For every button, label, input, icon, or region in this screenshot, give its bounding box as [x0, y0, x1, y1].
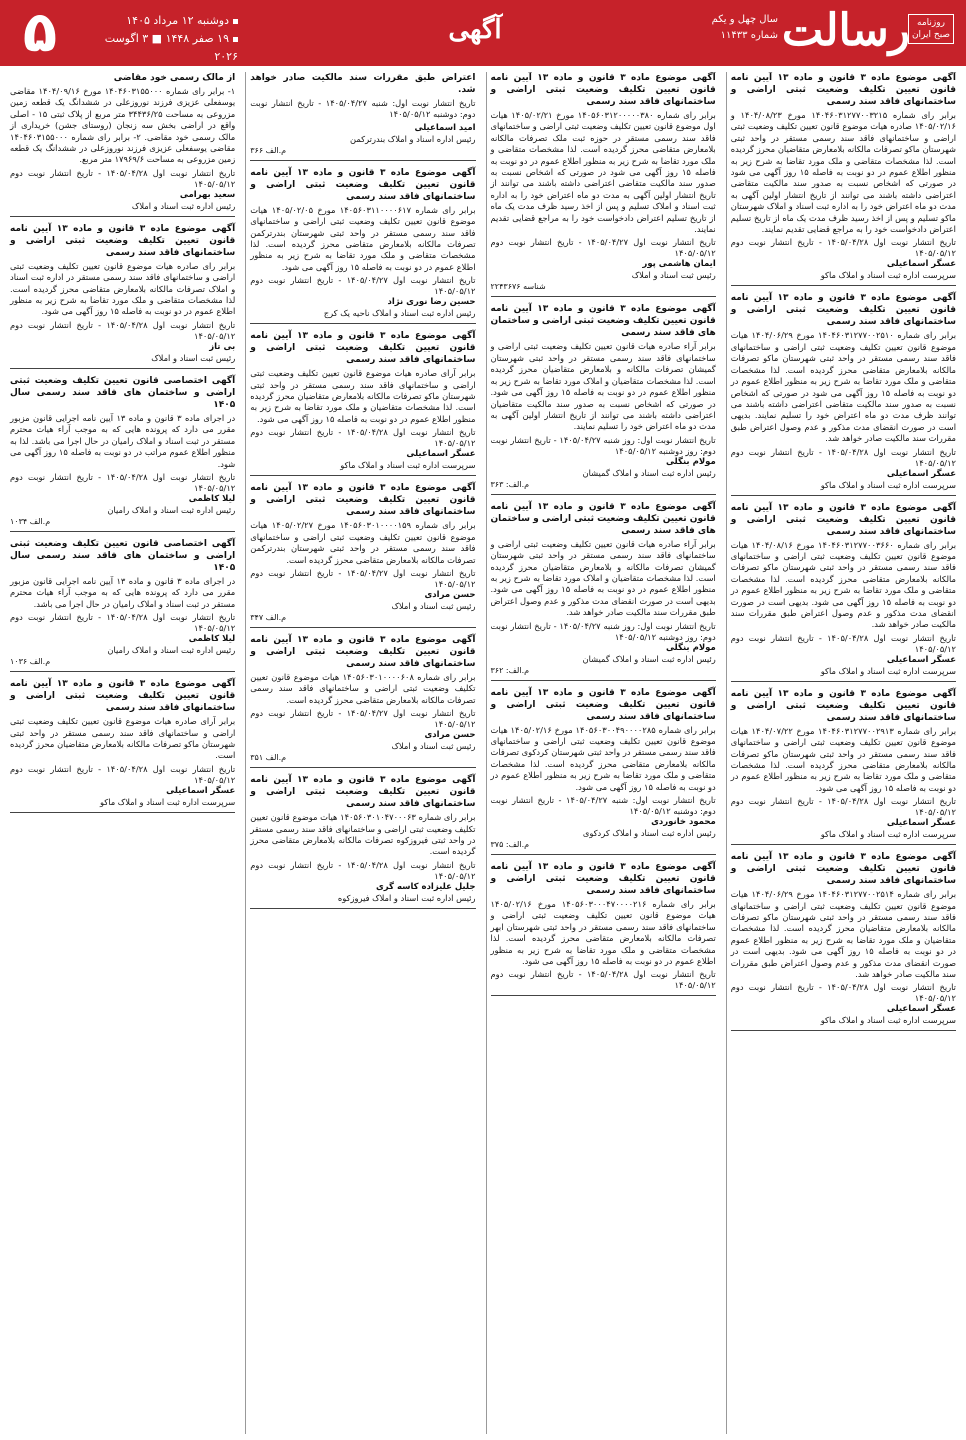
notice-title: اعتراض طبق مقررات سند مالکیت صادر خواهد شد. [250, 73, 476, 95]
notice-signatory: لیلا کاظمی [188, 634, 236, 645]
notice-dates: تاریخ انتشار نوبت اول ۱۴۰۵/۰۴/۲۸ - تاریخ انتشار نوبت دوم ۱۴۰۵/۰۵/۱۲ [730, 632, 956, 654]
notice-title: آگهی موضوع ماده ۳ قانون و ماده ۱۳ آیین نامه قانون تعیین تکلیف وضعیت ثبتی اراضی و ساختمانهای فاقد سند رسمی [250, 483, 476, 518]
notice-signatory: عسگر اسماعیلی [886, 654, 956, 665]
notice-body: برابر رای شماره ۱۴۰۵۶۰۳۰۰۰۴۷۰۰۰۰۲۱۶ مورخ ۱۴۰۵/۰۲/۱۶ هیات موضوع قانون تعیین تکلیف وضعیت ثبتی اراضی و ساختمانهای فاقد سند رسمی مستقر در واحد ثبتی شهرستان ابهر تصرفات مالکانه بلامعارض متقاضی محرز گردیده است. لذا مشخصات متقاضی و ملک مورد تقاضا به شرح زیر به منظور اطلاع عموم در دو نوبت به فاصله ۱۵ روز آگهی می شود. [490, 899, 716, 967]
legal-notice [491, 861, 716, 996]
notice-body: برابر رای صادره هیات موضوع قانون تعیین تکلیف وضعیت ثبتی اراضی و ساختمانهای فاقد سند رسمی مستقر در اداره ثبت اسناد و املاک تصرفات مالکانه بلامعارض متقاضی محرز گردیده است. لذا مشخصات متقاضی و ملک مورد تقاضا به شرح زیر به منظور اطلاع عموم در دو نوبت به فاصله ۱۵ روز آگهی می شود. [10, 260, 236, 317]
notice-signatory: امید اسماعیلی [414, 122, 476, 133]
notice-dates: تاریخ انتشار نوبت اول ۱۴۰۵/۰۴/۲۸ - تاریخ انتشار نوبت دوم ۱۴۰۵/۰۵/۱۲ [730, 796, 956, 818]
ad-columns [6, 72, 960, 1434]
notice-signatory: عسگر اسماعیلی [166, 785, 236, 796]
notice-signatory-role: رئیس اداره ثبت اسناد و املاک فیروزکوه [337, 892, 476, 903]
notice-dates: تاریخ انتشار نوبت اول ۱۴۰۵/۰۴/۲۷ - تاریخ انتشار نوبت دوم ۱۴۰۵/۰۵/۱۲ [250, 708, 476, 730]
notice-signatory-role: سرپرست اداره ثبت اسناد و املاک ماکو [820, 270, 956, 281]
notice-body: برابر رای شماره ۱۴۰۵۶۰۳۰۰۴۹۰۰۰۰۲۸۵ مورخ ۱۴۰۵/۰۲/۱۶ هیات موضوع قانون تعیین تکلیف وضعیت ثبتی اراضی و ساختمانهای فاقد سند رسمی مستقر در واحد ثبتی شهرستان کردکوی تصرفات مالکانه بلامعارض متقاضی محرز گردیده است. لذا مشخصات متقاضی و ملک مورد تقاضا به شرح زیر به منظور اطلاع عموم در دو نوبت به فاصله ۱۵ روز آگهی می شود. [490, 724, 716, 792]
legal-notice [731, 851, 956, 1031]
issue-dates [78, 12, 238, 66]
legal-notice [10, 223, 235, 369]
notice-body: برابر رای شماره ۱۴۰۴۶۰۳۱۲۷۷۰۰۲۵۱۴ مورخ ۱۴۰۴/۰۶/۲۹ هیات موضوع قانون تعیین تکلیف وضعیت ثبتی اراضی و ساختمانهای فاقد سند رسمی مستقر در واحد ثبتی شهرستان ماکو تصرفات مالکانه بلامعارض متقاضیان محرز گردیده است. لذا مشخصات متقاضیان و ملک مورد تقاضا به شرح زیر به منظور اطلاع عموم در دو نوبت به فاصله ۱۵ روز آگهی می شود. بدیهی است در صورت انقضای مدت مذکور و عدم وصول اعتراض طبق مقررات سند مالکیت صادر خواهد شد. [730, 889, 957, 980]
ad-column [486, 72, 720, 1434]
notice-signatory-role: رئیس اداره ثبت اسناد و املاک رامیان [107, 645, 236, 656]
notice-dates: تاریخ انتشار نوبت اول ۱۴۰۵/۰۴/۲۸ - تاریخ انتشار نوبت دوم ۱۴۰۵/۰۵/۱۲ [250, 427, 476, 449]
notice-title: آگهی موضوع ماده ۳ قانون و ماده ۱۳ آیین نامه قانون تعیین تکلیف وضعیت ثبتی اراضی و ساختمانهای فاقد سند رسمی [490, 862, 716, 896]
notice-signatory-role: سرپرست اداره ثبت اسناد و املاک ماکو [820, 479, 956, 490]
notice-body: برابر رای شماره ۱۴۰۴۶۰۳۱۲۷۷۰۰۳۶۶۰ مورخ ۱۴۰۴/۰۸/۱۶ هیات موضوع قانون تعیین تکلیف وضعیت ثبتی اراضی و ساختمانهای فاقد سند رسمی مستقر در واحد ثبتی شهرستان ماکو تصرفات مالکانه بلامعارض متقاضی محرز گردیده است. لذا مشخصات متقاضی و ملک مورد تقاضا به شرح زیر به منظور اطلاع عموم در دو نوبت به فاصله ۱۵ روز آگهی می شود. بدیهی است در صورت انقضای مدت مذکور و عدم وصول اعتراض طبق مقررات سند مالکیت صادر خواهد شد. [730, 539, 957, 630]
legal-notice [731, 502, 956, 682]
notice-title: آگهی موضوع ماده ۳ قانون و ماده ۱۳ آیین نامه قانون تعیین تکلیف وضعیت ثبتی اراضی و ساختمانهای فاقد سند رسمی [730, 293, 956, 328]
notice-title: آگهی موضوع ماده ۳ قانون و ماده ۱۳ آیین نامه قانون تعیین تکلیف وضعیت ثبتی اراضی و ساختمانهای فاقد سند رسمی [730, 502, 956, 537]
notice-title: آگهی موضوع ماده ۳ قانون و ماده ۱۳ آیین نامه قانون تعیین تکلیف وضعیت ثبتی اراضی و ساختمانهای فاقد سند رسمی [250, 775, 476, 810]
notice-signatory-role: رئیس اداره ثبت اسناد و املاک کردکوی [582, 828, 716, 838]
notice-title: آگهی اختصاصی قانون تعیین تکلیف وضعیت ثبتی اراضی و ساختمان های فاقد سند رسمی سال ۱۴۰۵ [10, 538, 236, 573]
notice-code: م.الف ۳۴۷ [250, 612, 287, 622]
legal-notice [10, 375, 235, 532]
notice-title: از مالک رسمی خود مقاضی [113, 73, 236, 83]
notice-signatory-role: رئیس ثبت اسناد و املاک [151, 352, 236, 363]
notice-signatory: لیلا کاظمی [188, 493, 236, 504]
notice-signatory-role: رئیس اداره ثبت اسناد و املاک [131, 200, 236, 211]
notice-body: برابر آرای صادره هیات موضوع قانون تعیین تکلیف وضعیت ثبتی اراضی و ساختمانهای فاقد سند رسمی مستقر در واحد ثبتی شهرستان ماکو تصرفات مالکانه بلامعارض متقاضیان محرز گردیده است. لذا مشخصات متقاضیان و ملک مورد تقاضا به شرح زیر به منظور اطلاع عموم در دو نوبت به فاصله ۱۵ روز آگهی می شود. [250, 368, 476, 424]
notice-code: م.الف: ۳۶۳ [490, 479, 530, 489]
notice-signatory-role: رئیس اداره ثبت اسناد و املاک رامیان [107, 504, 236, 515]
legal-notice [10, 538, 235, 672]
date-persian: دوشنبه ۱۲ مرداد ۱۴۰۵ [126, 14, 229, 27]
year-label: سال چهل و یکم [711, 14, 778, 25]
notice-signatory: مولام بنگلی [665, 456, 716, 467]
notice-title: آگهی موضوع ماده ۳ قانون و ماده ۱۳ آیین نامه قانون تعیین تکلیف وضعیت ثبتی اراضی و ساختمان های فاقد سند رسمی [490, 304, 716, 339]
notice-signatory-role: سرپرست اداره ثبت اسناد و املاک ماکو [99, 796, 236, 807]
notice-title: آگهی موضوع ماده ۳ قانون و ماده ۱۳ آیین نامه قانون تعیین تکلیف وضعیت ثبتی اراضی و ساختمانهای فاقد سند رسمی [250, 167, 476, 202]
notice-title: آگهی موضوع ماده ۳ قانون و ماده ۱۳ آیین نامه قانون تعیین تکلیف وضعیت ثبتی اراضی و ساختمانهای فاقد سند رسمی [10, 679, 236, 714]
legal-notice [731, 292, 956, 495]
notice-body: برابر رای شماره ۱۴۰۵۶۰۳۱۲۰۰۰۰۰۳۸۰ مورخ ۱۴۰۵/۰۲/۲۱ هیات اول موضوع قانون تعیین تکلیف وضعیت ثبتی اراضی و ساختمانهای فاقد سند رسمی مستقر در حوزه ثبت ملک تصرفات مالکانه بلامعارض متقاضی محرز گردیده است. لذا مشخصات متقاضی و ملک مورد تقاضا به شرح زیر به منظور اطلاع عموم در دو نوبت به فاصله ۱۵ روز آگهی می شود در صورتی که اشخاص نسبت به صدور سند مالکیت متقاضی اعتراضی داشته باشند می توانند از تاریخ انتشار اولین آگهی به مدت دو ماه اعتراض خود را به اداره ثبت اسناد و املاک تسلیم و پس از اخذ رسید ظرف مدت یک ماه از تاریخ تسلیم اعتراض دادخواست خود را به مراجع قضایی تقدیم نمایند. [490, 110, 716, 235]
notice-signatory: بی تاز [209, 341, 236, 352]
legal-notice [731, 688, 956, 845]
notice-title: آگهی موضوع ماده ۳ قانون و ماده ۱۳ آیین نامه قانون تعیین تکلیف وضعیت ثبتی اراضی و ساختمانهای فاقد سند رسمی [10, 223, 236, 258]
notice-dates: تاریخ انتشار نوبت اول ۱۴۰۵/۰۴/۲۷ - تاریخ انتشار نوبت دوم ۱۴۰۵/۰۵/۱۲ [250, 567, 476, 589]
issue-meta [712, 12, 778, 44]
legal-notice [250, 330, 475, 476]
notice-dates: تاریخ انتشار نوبت اول ۱۴۰۵/۰۴/۲۸ - تاریخ انتشار نوبت دوم ۱۴۰۵/۰۵/۱۲ [490, 969, 716, 991]
notice-dates: تاریخ انتشار نوبت اول ۱۴۰۵/۰۴/۲۸ - تاریخ انتشار نوبت دوم ۱۴۰۵/۰۵/۱۲ [10, 319, 236, 341]
notice-dates: تاریخ انتشار نوبت اول ۱۴۰۵/۰۴/۲۷ - تاریخ انتشار نوبت دوم ۱۴۰۵/۰۵/۱۲ [250, 275, 476, 297]
ad-column [6, 72, 239, 1434]
notice-signatory-role: رئیس ثبت اسناد و املاک [631, 270, 716, 281]
legal-notice [250, 482, 475, 628]
notice-dates: تاریخ انتشار نوبت اول ۱۴۰۵/۰۴/۲۷ - تاریخ انتشار نوبت دوم ۱۴۰۵/۰۵/۱۲ [490, 237, 716, 259]
notice-signatory: مولام بنگلی [665, 642, 716, 653]
notice-code: م.الف: ۳۷۵ [490, 840, 530, 849]
notice-signatory-role: رئیس ثبت اسناد و املاک [391, 600, 476, 611]
notice-dates: تاریخ انتشار نوبت اول: روز شنبه ۱۴۰۵/۰۴/۲۷ - تاریخ انتشار نوبت دوم: روز دوشنبه ۱۴۰۵/۰۵/۱۲ [490, 620, 716, 642]
notice-body: برابر رای شماره ۱۴۰۵۶۰۳۰۱۰۰۰۰۶۰۸ هیات موضوع قانون تعیین تکلیف وضعیت ثبتی اراضی و ساختمانهای فاقد سند رسمی تصرفات مالکانه بلامعارض متقاضی محرز گردیده است. [250, 671, 476, 705]
legal-notice [491, 303, 716, 494]
notice-dates: تاریخ انتشار نوبت اول ۱۴۰۵/۰۴/۲۸ - تاریخ انتشار نوبت دوم ۱۴۰۵/۰۵/۱۲ [10, 763, 236, 785]
notice-dates: تاریخ انتشار نوبت اول: روز شنبه ۱۴۰۵/۰۴/۲۷ - تاریخ انتشار نوبت دوم: روز دوشنبه ۱۴۰۵/۰۵/۱۲ [490, 434, 716, 456]
notice-title: آگهی موضوع ماده ۳ قانون و ماده ۱۳ آیین نامه قانون تعیین تکلیف وضعیت ثبتی اراضی و ساختمانهای فاقد سند رسمی [730, 852, 956, 887]
notice-signatory: حسین رضا نوری نژاد [387, 297, 476, 308]
ad-column [726, 72, 960, 1434]
notice-body: در اجرای ماده ۳ قانون و ماده ۱۳ آیین نامه اجرایی قانون مزبور مقرر می دارد که پرونده هایی که به موجب آراء هیات محترم مستقر در ثبت اسناد و املاک رامیان در حال اجرا می باشد. [10, 575, 236, 609]
notice-body: برابر رای شماره ۱۴۰۴۶۰۳۱۲۷۷۰۰۳۲۱۵ مورخ ۱۴۰۴/۰۸/۲۳ و ۱۴۰۵/۰۲/۱۶ صادره هیات موضوع قانون تعیین تکلیف وضعیت ثبتی اراضی و ساختمانهای فاقد سند رسمی مستقر در واحد ثبتی شهرستان ماکو تصرفات مالکانه بلامعارض متقاضیان محرز گردیده است. لذا مشخصات متقاضی و ملک مورد تقاضا به شرح زیر به منظور اطلاع عموم در دو نوبت به فاصله ۱۵ روز آگهی می شود در صورتی که اشخاص نسبت به صدور سند مالکیت متقاضی اعتراضی داشته باشند می توانند از تاریخ انتشار اولین آگهی به مدت دو ماه اعتراض خود را به اداره ثبت اسناد و املاک شهرستان ماکو تسلیم و پس از اخذ رسید ظرف مدت یک ماه از تاریخ تسلیم اعتراض دادخواست خود را به مراجع قضایی تقدیم نمایند. [730, 110, 957, 235]
notice-signatory-role: رئیس اداره ثبت اسناد و املاک گمیشان [582, 467, 716, 478]
notice-body: برابر رای شماره ۱۴۰۴۶۰۳۱۲۷۷۰۰۲۵۱۰ مورخ ۱۴۰۴/۰۶/۲۹ هیات موضوع قانون تعیین تکلیف وضعیت ثبتی اراضی و ساختمانهای فاقد سند رسمی مستقر در واحد ثبتی شهرستان ماکو تصرفات مالکانه بلامعارض متقاضی محرز گردیده است. لذا مشخصات متقاضی و ملک مورد تقاضا به شرح زیر به منظور اطلاع عموم در دو نوبت به فاصله ۱۵ روز آگهی می شود در صورتی که اشخاص نسبت به صدور سند مالکیت متقاضی اعتراضی داشته باشند می توانند ظرف مدت دو ماه اعتراض خود را تسلیم نمایند. بدیهی است در صورت انقضای مدت مذکور و عدم وصول اعتراض طبق مقررات سند مالکیت صادر خواهد شد. [730, 330, 957, 444]
notice-body: برابر آراء صادره هیات قانون تعیین تکلیف وضعیت ثبتی اراضی و ساختمانهای فاقد سند رسمی مستقر در واحد ثبتی شهرستان گمیشان تصرفات مالکانه و بلامعارض متقاضیان محرز گردیده است. لذا مشخصات متقاضیان و املاک مورد تقاضا به شرح زیر به منظور اطلاع عموم در دو نوبت به فاصله ۱۵ روز آگهی می شود. بدیهی است در صورت انقضای مدت مذکور و عدم وصول اعتراض طبق مقررات سند مالکیت صادر خواهد شد. [490, 538, 716, 618]
notice-body: برابر رای شماره ۱۴۰۵۶۰۳۱۱۰۰۰۰۶۱۷ مورخ ۱۴۰۵/۰۲/۰۵ هیات موضوع قانون تعیین تکلیف وضعیت ثبتی اراضی و ساختمانهای فاقد سند رسمی مستقر در واحد ثبتی شهرستان بندرترکمن تصرفات مالکانه بلامعارض متقاضی محرز گردیده است. لذا مشخصات متقاضی و ملک مورد تقاضا به شرح زیر به منظور اطلاع عموم در دو نوبت به فاصله ۱۵ روز آگهی می شود. [250, 204, 476, 272]
notice-signatory-role: سرپرست اداره ثبت اسناد و املاک ماکو [340, 460, 476, 471]
notice-code: م.الف: ۳۶۲ [490, 665, 530, 675]
notice-dates: تاریخ انتشار نوبت اول ۱۴۰۵/۰۴/۲۸ - تاریخ انتشار نوبت دوم ۱۴۰۵/۰۵/۱۲ [10, 471, 236, 493]
legal-notice [250, 774, 475, 909]
notice-signatory: حسن مرادی [424, 589, 476, 600]
notice-code: م.الف ۳۵۱ [250, 753, 287, 763]
notice-title: آگهی موضوع ماده ۳ قانون و ماده ۱۳ آیین نامه قانون تعیین تکلیف وضعیت ثبتی اراضی و ساختمانهای فاقد سند رسمی [730, 73, 956, 107]
notice-signatory-role: سرپرست اداره ثبت اسناد و املاک ماکو [820, 829, 956, 840]
legal-notice [10, 678, 235, 813]
notice-title: آگهی موضوع ماده ۳ قانون و ماده ۱۳ آیین نامه قانون تعیین تکلیف وضعیت ثبتی اراضی و ساختمانهای فاقد سند رسمی [490, 687, 716, 722]
section-title: آگهی [448, 15, 502, 45]
notice-signatory-role: سرپرست اداره ثبت اسناد و املاک ماکو [820, 665, 956, 676]
notice-dates: تاریخ انتشار نوبت اول: شنبه ۱۴۰۵/۰۴/۲۷ - تاریخ انتشار نوبت دوم: دوشنبه ۱۴۰۵/۰۵/۱۲ [490, 795, 716, 816]
paper-type-label: روزنامه صبح ایران [908, 14, 954, 44]
notice-signatory: ایمان هاشمی پور [642, 259, 716, 270]
notice-dates: تاریخ انتشار نوبت اول ۱۴۰۵/۰۴/۲۸ - تاریخ انتشار نوبت دوم ۱۴۰۵/۰۵/۱۲ [10, 167, 236, 189]
notice-title: آگهی موضوع ماده ۳ قانون و ماده ۱۳ آیین نامه قانون تعیین تکلیف وضعیت ثبتی اراضی و ساختمانهای فاقد سند رسمی [490, 73, 716, 107]
bullet-square-icon [233, 19, 238, 24]
notice-signatory: عسگر اسماعیلی [886, 468, 956, 479]
notice-body: تاریخ انتشار نوبت اول: شنبه ۱۴۰۵/۰۴/۲۷ - تاریخ انتشار نوبت دوم: دوشنبه ۱۴۰۵/۰۵/۱۲ [250, 98, 476, 120]
notice-body: برابر رای شماره ۱۴۰۵۶۰۳۰۱۰۰۰۰۱۵۹ مورخ ۱۴۰۵/۰۲/۲۷ هیات موضوع قانون تعیین تکلیف وضعیت ثبتی اراضی و ساختمانهای فاقد سند رسمی مستقر در واحد ثبتی شهرستان بندرترکمن تصرفات مالکانه بلامعارض متقاضی محرز گردیده است. [250, 520, 476, 565]
legal-notice [491, 687, 716, 855]
notice-title: آگهی اختصاصی قانون تعیین تکلیف وضعیت ثبتی اراضی و ساختمان های فاقد سند رسمی سال ۱۴۰۵ [10, 375, 236, 410]
notice-body: برابر رای شماره ۱۴۰۵۶۰۳۰۱۰۴۷۰۰۰۶۳ هیات موضوع قانون تعیین تکلیف وضعیت ثبتی اراضی و ساختمانهای فاقد سند رسمی مستقر در واحد ثبتی فیروزکوه تصرفات مالکانه بلامعارض متقاضی محرز گردیده است. [250, 812, 476, 857]
notice-title: آگهی موضوع ماده ۳ قانون و ماده ۱۳ آیین نامه قانون تعیین تکلیف وضعیت ثبتی اراضی و ساختمان های فاقد سند رسمی [490, 501, 716, 536]
notice-title: آگهی موضوع ماده ۳ قانون و ماده ۱۳ آیین نامه قانون تعیین تکلیف وضعیت ثبتی اراضی و ساختمانهای فاقد سند رسمی [730, 688, 956, 723]
notice-body: ۱- برابر رای شماره ۱۴۰۴۶۰۳۱۵۵۰۰۰ مورخ ۱۴۰۴/۰۹/۱۶ مقاضی یوسفعلی عزیزی فرزند نوروزعلی در ششدانگ یک قطعه زمین مزروعی به مساحت ۳۴۴۳۶/۲۵ متر مربع از پلاک ثبتی ۱۵ - اصلی واقع در اراضی بخش سه زنجان (روستای جشن) خریداری از مالک رسمی خود مقاضی. ۲- برابر رای شماره ۱۴۰۴۶۰۳۱۵۵۰۰۰ مقاضی یوسفعلی عزیزی فرزند نوروزعلی در ششدانگ یک قطعه زمین مزروعی به مساحت ۱۷۹۶۹/۶ متر مربع. [10, 86, 236, 165]
notice-signatory: سعید بهرامی [179, 189, 236, 200]
notice-dates: تاریخ انتشار نوبت اول ۱۴۰۵/۰۴/۲۸ - تاریخ انتشار نوبت دوم ۱۴۰۵/۰۵/۱۲ [730, 982, 956, 1004]
date-hijri-gregorian: ۱۹ صفر ۱۴۴۸ ■ ۳ اگوست ۲۰۲۶ [104, 32, 238, 63]
notice-signatory: حسن مرادی [424, 730, 476, 741]
notice-signatory-role: رئیس اداره اسناد و املاک بندرترکمن [350, 133, 476, 144]
notice-signatory: عسگر اسماعیلی [886, 259, 956, 270]
issue-number: شماره ۱۱۴۳۳ [720, 30, 778, 41]
notice-signatory: عسگر اسماعیلی [886, 1004, 956, 1015]
notice-signatory: جلیل علیزاده کاسه گری [375, 881, 476, 892]
bullet-square-icon [233, 37, 238, 42]
notice-body: برابر رای شماره ۱۴۰۴۶۰۳۱۲۷۷۰۰۲۹۱۳ مورخ ۱۴۰۴/۰۷/۲۲ هیات موضوع قانون تعیین تکلیف وضعیت ثبتی اراضی و ساختمانهای فاقد سند رسمی مستقر در واحد ثبتی شهرستان ماکو تصرفات مالکانه بلامعارض متقاضی محرز گردیده است. لذا مشخصات متقاضی و ملک مورد تقاضا به شرح زیر به منظور اطلاع عموم در دو نوبت به فاصله ۱۵ روز آگهی می شود. [730, 725, 957, 793]
newspaper-logo: رسالت [781, 5, 910, 56]
notice-body: برابر آراء صادره هیات قانون تعیین تکلیف وضعیت ثبتی اراضی و ساختمانهای فاقد سند رسمی مستقر در واحد ثبتی شهرستان گمیشان تصرفات مالکانه و بلامعارض متقاضیان محرز گردیده است. لذا مشخصات متقاضیان و املاک مورد تقاضا به شرح زیر به منظور اطلاع عموم در دو نوبت به فاصله ۱۵ روز آگهی می شود. در صورتی که اشخاص نسبت به صدور سند مالکیت متقاضیان اعتراضی داشته باشند می توانند از تاریخ انتشار اولین آگهی به مدت دو ماه اعتراض خود را تسلیم نمایند. [490, 341, 716, 432]
notice-dates: تاریخ انتشار نوبت اول ۱۴۰۵/۰۴/۲۸ - تاریخ انتشار نوبت دوم ۱۴۰۵/۰۵/۱۲ [10, 612, 236, 634]
notice-code: شناسه ۲۲۴۳۶۷۶ [490, 282, 546, 292]
notice-signatory-role: رئیس اداره ثبت اسناد و املاک گمیشان [582, 653, 716, 664]
notice-code: م.الف ۱۰۳۴ [10, 516, 51, 526]
legal-notice [250, 634, 475, 768]
notice-signatory-role: رئیس ثبت اسناد و املاک [391, 741, 476, 752]
masthead [0, 0, 966, 66]
notice-signatory-role: رئیس اداره ثبت اسناد و املاک ناحیه یک کرج [323, 308, 476, 319]
notice-code: م.الف ۳۶۶ [250, 145, 287, 155]
legal-notice [491, 501, 716, 681]
legal-notice [731, 72, 956, 286]
notice-signatory-role: سرپرست اداره ثبت اسناد و املاک ماکو [820, 1015, 956, 1026]
notice-dates: تاریخ انتشار نوبت اول ۱۴۰۵/۰۴/۲۸ - تاریخ انتشار نوبت دوم ۱۴۰۵/۰۵/۱۲ [730, 446, 956, 468]
legal-notice [491, 72, 716, 297]
notice-title: آگهی موضوع ماده ۳ قانون و ماده ۱۳ آیین نامه قانون تعیین تکلیف وضعیت ثبتی اراضی و ساختمانهای فاقد سند رسمی [250, 331, 476, 366]
legal-notice [10, 72, 235, 217]
notice-signatory: محمود خانوردی [651, 817, 716, 827]
notice-dates: تاریخ انتشار نوبت اول ۱۴۰۵/۰۴/۲۸ - تاریخ انتشار نوبت دوم ۱۴۰۵/۰۵/۱۲ [250, 859, 476, 881]
notice-dates: تاریخ انتشار نوبت اول ۱۴۰۵/۰۴/۲۸ - تاریخ انتشار نوبت دوم ۱۴۰۵/۰۵/۱۲ [730, 237, 956, 259]
ad-column [245, 72, 479, 1434]
page-number: ۵ [22, 0, 58, 65]
notice-title: آگهی موضوع ماده ۳ قانون و ماده ۱۳ آیین نامه قانون تعیین تکلیف وضعیت ثبتی اراضی و ساختمانهای فاقد سند رسمی [250, 634, 476, 669]
notice-body: در اجرای ماده ۳ قانون و ماده ۱۳ آیین نامه اجرایی قانون مزبور مقرر می دارد که پرونده هایی که به موجب آراء هیات محترم مستقر در ثبت اسناد و املاک رامیان در حال اجرا می باشد. لذا به منظور اطلاع عموم مراتب در دو نوبت به فاصله ۱۵ روز آگهی می شود. [10, 412, 236, 469]
legal-notice [250, 167, 475, 324]
notice-signatory: عسگر اسماعیلی [406, 449, 476, 460]
notice-signatory: عسگر اسماعیلی [886, 818, 956, 829]
notice-body: برابر آرای صادره هیات موضوع قانون تعیین تکلیف وضعیت ثبتی اراضی و ساختمانهای فاقد سند رسمی مستقر در واحد ثبتی شهرستان ماکو تصرفات مالکانه بلامعارض متقاضیان محرز گردیده است. [10, 716, 236, 761]
legal-notice [250, 72, 475, 161]
notice-code: م.الف ۱۰۳۶ [10, 657, 51, 667]
